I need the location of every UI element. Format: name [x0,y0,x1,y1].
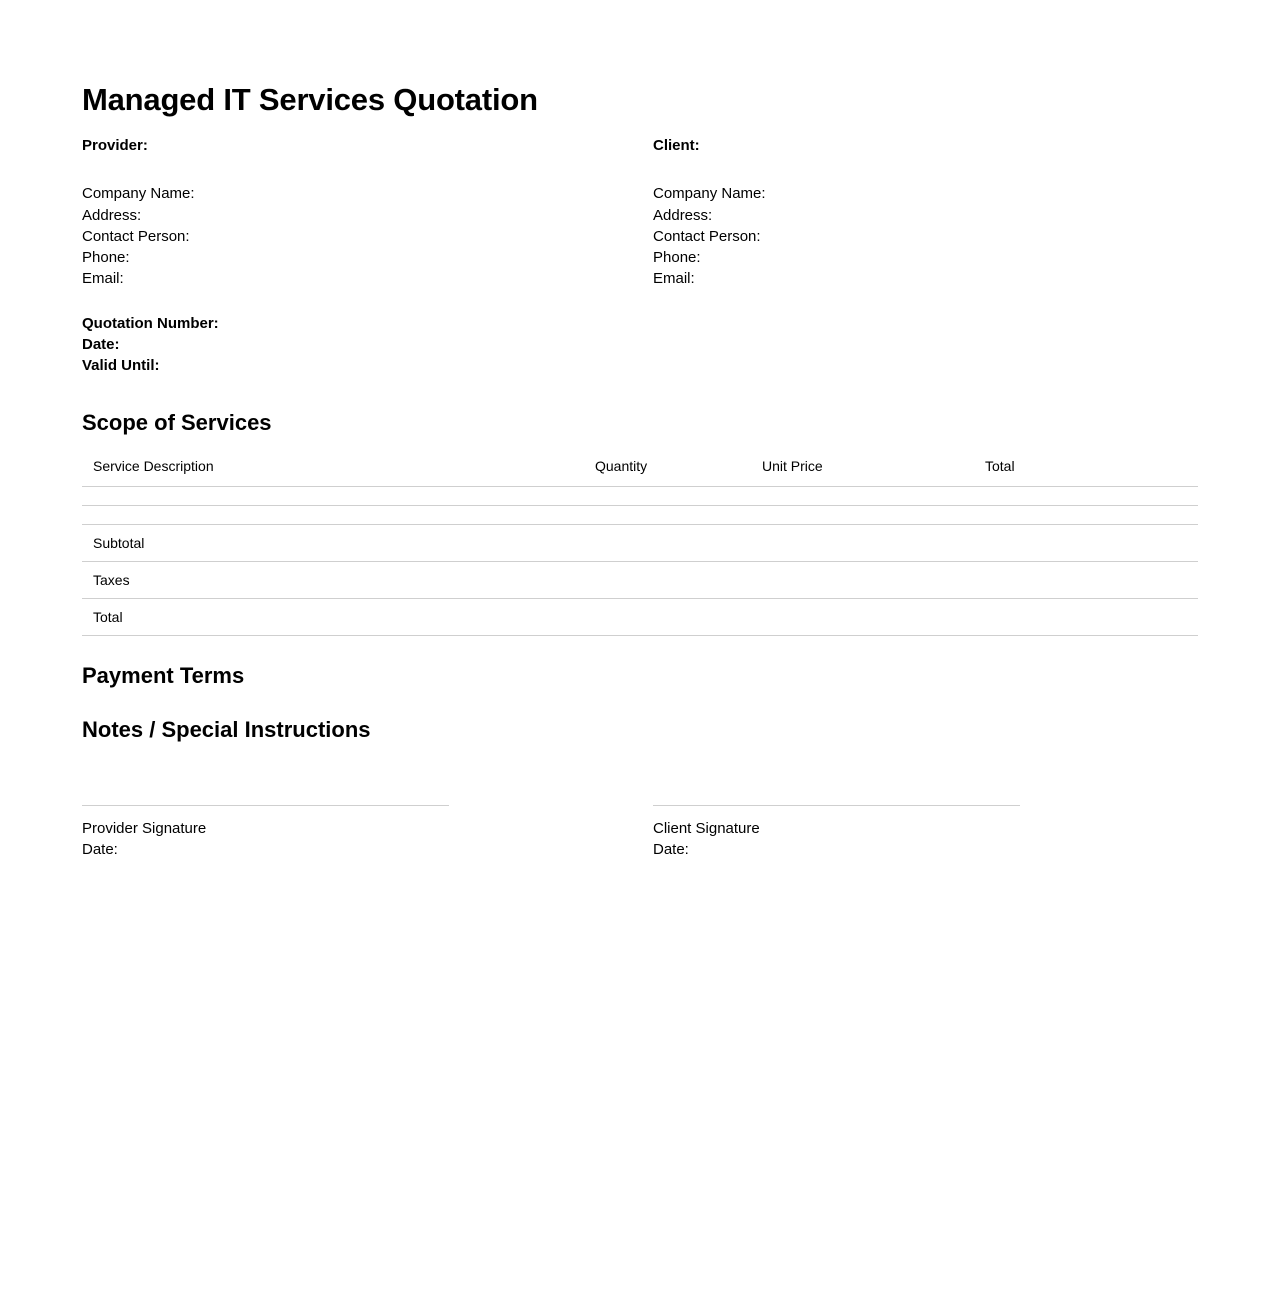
notes-special-instructions-heading: Notes / Special Instructions [82,717,371,743]
client-fields [653,183,1224,289]
payment-terms-heading: Payment Terms [82,662,245,688]
quotation-date-label: Date: [82,336,120,354]
client-signature-label: Client Signature [653,819,760,837]
client-heading: Client: [653,136,700,154]
provider-signature-label: Provider Signature [82,819,207,837]
table-header-row [82,452,1198,487]
summary-row-total [82,598,1198,635]
provider-signature-line[interactable] [82,805,449,806]
provider-field-email: Email: [82,270,124,288]
quotation-meta [82,313,653,376]
summary-label-subtotal: Subtotal [82,524,974,561]
client-field-company-name: Company Name: [653,185,766,203]
summary-row-taxes [82,561,1198,598]
client-block [653,135,1224,290]
provider-fields [82,183,653,289]
client-field-contact-person: Contact Person: [653,227,761,245]
provider-field-company-name: Company Name: [82,185,195,203]
cell-service-description[interactable] [82,486,584,505]
parties-section [82,135,1198,377]
provider-field-address: Address: [82,206,142,224]
provider-signature-block [82,805,653,860]
cell-total[interactable] [974,505,1198,524]
column-header-service-description: Service Description [82,452,584,487]
scope-of-services-heading: Scope of Services [82,410,272,436]
provider-block [82,135,653,377]
provider-heading: Provider: [82,136,148,154]
quotation-valid-until-label: Valid Until: [82,357,160,375]
client-signature-line[interactable] [653,805,1020,806]
provider-field-phone: Phone: [82,248,130,266]
quotation-number-label: Quotation Number: [82,315,219,333]
page-title: Managed IT Services Quotation [82,82,538,117]
column-header-unit-price: Unit Price [751,452,974,487]
summary-label-total: Total [82,598,974,635]
column-header-total: Total [974,452,1198,487]
column-header-quantity: Quantity [584,452,751,487]
signatures-section [82,805,1198,860]
cell-total[interactable] [974,486,1198,505]
cell-unit-price[interactable] [751,486,974,505]
cell-service-description[interactable] [82,505,584,524]
cell-quantity[interactable] [584,505,751,524]
scope-of-services-table [82,452,1198,636]
cell-quantity[interactable] [584,486,751,505]
client-field-phone: Phone: [653,248,701,266]
provider-signature-date-label: Date: [82,840,118,858]
client-signature-date-label: Date: [653,840,689,858]
provider-field-contact-person: Contact Person: [82,227,190,245]
summary-value-taxes[interactable] [974,561,1198,598]
table-body [82,486,1198,635]
summary-value-total[interactable] [974,598,1198,635]
table-row[interactable] [82,505,1198,524]
table-header [82,452,1198,487]
summary-label-taxes: Taxes [82,561,974,598]
cell-unit-price[interactable] [751,505,974,524]
table-row[interactable] [82,486,1198,505]
client-field-email: Email: [653,270,695,288]
client-signature-block [653,805,1224,860]
client-field-address: Address: [653,206,713,224]
summary-row-subtotal [82,524,1198,561]
summary-value-subtotal[interactable] [974,524,1198,561]
